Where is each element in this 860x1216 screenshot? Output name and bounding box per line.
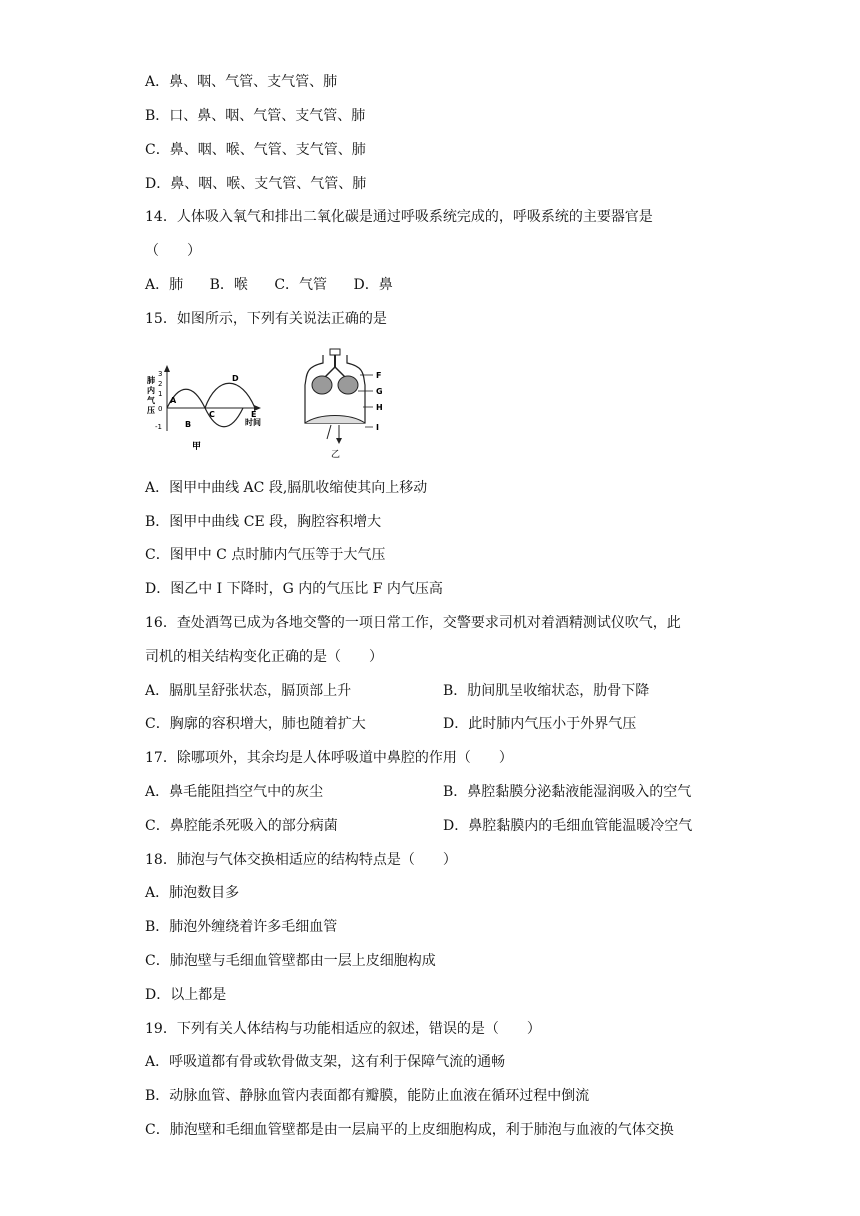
q19-option-a: A．呼吸道都有骨或软骨做支架，这有利于保障气流的通畅 bbox=[145, 1054, 506, 1070]
q19-stem: 19．下列有关人体结构与功能相适应的叙述，错误的是（ ） bbox=[145, 1021, 541, 1037]
jia-xlabel: 时间 bbox=[245, 418, 261, 427]
q15-option-c: C．图甲中 C 点时肺内气压等于大气压 bbox=[145, 547, 386, 563]
yi-lung-right bbox=[338, 376, 358, 394]
q15-stem: 15．如图所示，下列有关说法正确的是 bbox=[145, 311, 387, 327]
yi-lung-left bbox=[312, 376, 332, 394]
q19-option-c: C．肺泡壁和毛细血管壁都是由一层扁平的上皮细胞构成，利于肺泡与血液的气体交换 bbox=[145, 1122, 674, 1138]
jia-tick-3: 3 bbox=[158, 370, 163, 378]
yi-arrow-head bbox=[336, 438, 342, 444]
q15-option-b: B．图甲中曲线 CE 段，胸腔容积增大 bbox=[145, 514, 382, 530]
q18-option-b: B．肺泡外缠绕着许多毛细血管 bbox=[145, 919, 338, 935]
figure-yi bbox=[305, 349, 383, 460]
jia-ylabel-1: 肺 bbox=[147, 376, 155, 385]
q17-option-c: C．鼻腔能杀死吸入的部分病菌 bbox=[145, 818, 338, 834]
jia-ylabel-4: 压 bbox=[147, 406, 155, 415]
q18-option-c: C．肺泡壁与毛细血管壁都由一层上皮细胞构成 bbox=[145, 953, 436, 969]
q14-option-d: D．鼻 bbox=[353, 277, 393, 293]
q15-option-d: D．图乙中 I 下降时，G 内的气压比 F 内气压高 bbox=[145, 581, 443, 597]
figure-jia bbox=[147, 365, 261, 452]
q17-stem: 17．除哪项外，其余均是人体呼吸道中鼻腔的作用（ ） bbox=[145, 750, 513, 766]
jia-tick-0: 0 bbox=[158, 405, 163, 413]
jia-point-d: D bbox=[232, 374, 239, 383]
q16-option-a: A．膈肌呈舒张状态，膈顶部上升 bbox=[145, 683, 352, 699]
q13-option-c: C．鼻、咽、喉、气管、支气管、肺 bbox=[145, 142, 366, 158]
yi-label-h: H bbox=[376, 403, 383, 412]
yi-string bbox=[327, 425, 331, 439]
q14-option-a: A．肺 bbox=[145, 277, 184, 293]
yi-stopper bbox=[330, 349, 340, 355]
jia-point-b: B bbox=[185, 420, 192, 429]
yi-bronchus-left bbox=[325, 367, 335, 377]
q14-option-c: C．气管 bbox=[274, 277, 328, 293]
yi-bronchus-right bbox=[335, 367, 345, 377]
jia-tick-neg1: -1 bbox=[155, 423, 162, 431]
q17-option-a: A．鼻毛能阻挡空气中的灰尘 bbox=[145, 784, 324, 800]
jia-point-a: A bbox=[170, 396, 177, 405]
jia-ylabel-3: 气 bbox=[147, 396, 155, 405]
yi-label-i: I bbox=[376, 423, 379, 432]
yi-label-f: F bbox=[376, 371, 382, 380]
q14-stem: 14．人体吸入氧气和排出二氧化碳是通过呼吸系统完成的，呼吸系统的主要器官是 bbox=[145, 209, 653, 225]
q16-stem-line1: 16．查处酒驾已成为各地交警的一项日常工作，交警要求司机对着酒精测试仪吹气，此 bbox=[145, 615, 681, 631]
q18-option-a: A．肺泡数目多 bbox=[145, 885, 240, 901]
q17-option-b: B．鼻腔黏膜分泌黏液能湿润吸入的空气 bbox=[443, 784, 692, 800]
q19-option-b: B．动脉血管、静脉血管内表面都有瓣膜，能防止血液在循环过程中倒流 bbox=[145, 1088, 590, 1104]
q13-option-a: A．鼻、咽、气管、支气管、肺 bbox=[145, 74, 338, 90]
q13-option-b: B．口、鼻、咽、气管、支气管、肺 bbox=[145, 108, 366, 124]
q15-option-a: A．图甲中曲线 AC 段,膈肌收缩使其向上移动 bbox=[145, 480, 428, 496]
yi-diaphragm bbox=[305, 416, 365, 424]
q13-option-d: D．鼻、咽、喉、支气管、气管、肺 bbox=[145, 176, 367, 192]
q18-option-d: D．以上都是 bbox=[145, 987, 227, 1003]
jia-tick-1: 1 bbox=[158, 390, 163, 398]
yi-caption: 乙 bbox=[331, 450, 341, 460]
jia-caption: 甲 bbox=[192, 442, 202, 452]
q14-options bbox=[145, 275, 415, 295]
q16-stem-line2: 司机的相关结构变化正确的是（ ） bbox=[145, 649, 383, 665]
jia-point-e: E bbox=[251, 410, 257, 419]
q16-option-c: C．胸廓的容积增大，肺也随着扩大 bbox=[145, 716, 366, 732]
q15-figure bbox=[145, 345, 405, 460]
jia-point-c: C bbox=[209, 410, 215, 419]
jia-y-arrow bbox=[164, 365, 170, 372]
yi-label-g: G bbox=[376, 387, 383, 396]
jia-tick-2: 2 bbox=[158, 380, 163, 388]
jia-curve-right bbox=[205, 383, 255, 408]
q14-paren: （ ） bbox=[145, 243, 201, 259]
q17-option-d: D．鼻腔黏膜内的毛细血管能温暖冷空气 bbox=[443, 818, 693, 834]
q14-option-b: B．喉 bbox=[209, 277, 248, 293]
q18-stem: 18．肺泡与气体交换相适应的结构特点是（ ） bbox=[145, 852, 457, 868]
q16-option-b: B．肋间肌呈收缩状态，肋骨下降 bbox=[443, 683, 650, 699]
q16-option-d: D．此时肺内气压小于外界气压 bbox=[443, 716, 637, 732]
jia-ylabel-2: 内 bbox=[147, 386, 155, 395]
